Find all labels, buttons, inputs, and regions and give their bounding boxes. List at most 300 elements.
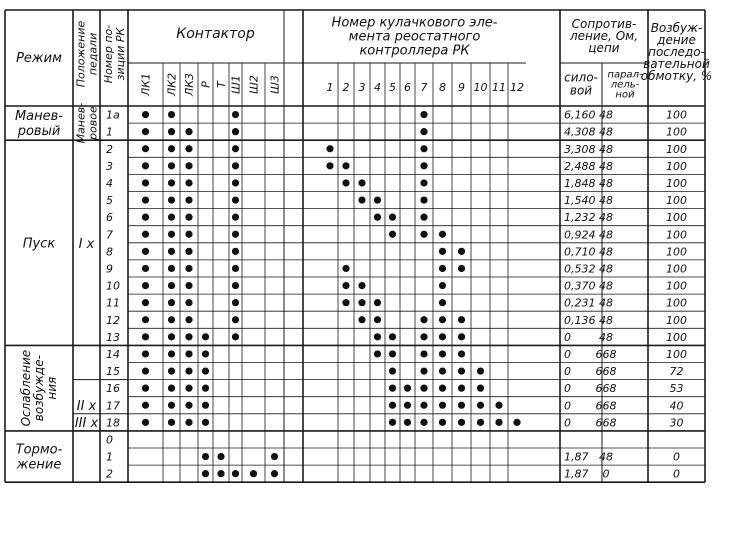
contactor-col-header (269, 75, 282, 94)
contactor-dot (185, 162, 192, 169)
excitation-value: 100 (666, 108, 687, 122)
header-excitation: обмотку, % (640, 69, 713, 84)
excitation-value: 100 (666, 194, 687, 208)
header-excitation: Возбуж- (650, 21, 703, 36)
resistance-parallel: 48 (599, 194, 613, 208)
resistance-power: 1,87 (564, 467, 589, 481)
contactor-dot (142, 299, 149, 306)
contactor-dot (142, 248, 149, 255)
rk-position: 14 (106, 347, 120, 361)
cam-dot (389, 367, 396, 374)
resistance-power: 0 (564, 330, 571, 344)
cam-dot (389, 419, 396, 426)
contactor-col-header (166, 73, 179, 97)
resistance-parallel: 48 (599, 142, 613, 156)
contactor-dot (232, 265, 239, 272)
resistance-parallel: 48 (599, 296, 613, 310)
resistance-parallel: 668 (595, 416, 617, 430)
excitation-value: 100 (666, 347, 687, 361)
contactor-dot (185, 402, 192, 409)
cam-dot (439, 265, 446, 272)
contactor-dot (168, 214, 175, 221)
contactor-dot (185, 385, 192, 392)
resistance-power: 0,370 (564, 279, 596, 293)
cam-dot (389, 350, 396, 357)
header-res-parallel: парал- (607, 69, 643, 81)
mode-label-line: ния (45, 376, 60, 400)
resistance-power: 0 (564, 382, 571, 396)
contactor-dot (168, 367, 175, 374)
excitation-value: 100 (666, 245, 687, 259)
cam-col-header: 7 (420, 81, 428, 94)
contactor-dot (202, 350, 209, 357)
cam-dot (439, 231, 446, 238)
resistance-power: 2,488 (564, 159, 596, 173)
header-resistance: цепи (588, 41, 620, 56)
contactor-col-label: ЛК2 (165, 72, 179, 97)
rk-position: 8 (106, 245, 113, 259)
rk-position: 2 (106, 142, 113, 156)
cam-dot (495, 419, 502, 426)
resistance-power: 6,160 (564, 108, 596, 122)
resistance-power: 0,231 (564, 296, 596, 310)
cam-col-header: 1 (326, 81, 334, 94)
resistance-power: 0,136 (564, 313, 596, 327)
cam-dot (439, 316, 446, 323)
cam-dot (495, 402, 502, 409)
cam-dot (439, 282, 446, 289)
cam-dot (439, 248, 446, 255)
contactor-dot (185, 350, 192, 357)
cam-dot (389, 402, 396, 409)
cam-dot (420, 385, 427, 392)
rk-position: 1а (106, 108, 120, 122)
cam-dot (420, 162, 427, 169)
cam-dot (458, 367, 465, 374)
cam-dot (477, 419, 484, 426)
header-rk-position-line: зиции РК (113, 27, 127, 81)
contactor-col-header (200, 81, 213, 88)
resistance-parallel: 48 (599, 450, 613, 464)
excitation-value: 53 (669, 382, 684, 396)
cam-dot (513, 419, 520, 426)
excitation-value: 100 (666, 296, 687, 310)
header-excitation: вательной (643, 57, 710, 72)
cam-col-header: 6 (404, 81, 411, 94)
rk-position: 5 (106, 194, 113, 208)
cam-dot (458, 419, 465, 426)
pedal-group-label-line: ровое (86, 106, 100, 140)
contactor-col-label: ЛК1 (139, 72, 153, 97)
cam-dot (439, 367, 446, 374)
contactor-dot (185, 367, 192, 374)
cam-col-header: 9 (458, 81, 465, 94)
pedal-group-label-line: Манев- (74, 102, 88, 144)
rk-position: 6 (106, 211, 113, 225)
contactor-dot (142, 265, 149, 272)
rk-position: 9 (106, 262, 113, 276)
excitation-value: 100 (666, 228, 687, 242)
rk-position: 1 (106, 450, 113, 464)
resistance-parallel: 668 (595, 347, 617, 361)
cam-col-header: 11 (492, 81, 506, 94)
excitation-value: 100 (666, 176, 687, 190)
pedal-group-label: III x (74, 415, 99, 431)
mode-label: Манев- (14, 109, 64, 125)
cam-dot (420, 333, 427, 340)
contactor-dot (168, 248, 175, 255)
cam-dot (342, 179, 349, 186)
contactor-dot (142, 231, 149, 238)
contactor-dot (185, 333, 192, 340)
resistance-power: 0,924 (564, 228, 596, 242)
contactor-col-label: Ш1 (229, 75, 243, 94)
rk-position: 7 (106, 228, 113, 242)
contactor-dot (142, 316, 149, 323)
contactor-dot (168, 179, 175, 186)
cam-dot (458, 316, 465, 323)
resistance-parallel: 48 (599, 279, 613, 293)
contactor-dot (185, 282, 192, 289)
contactor-dot (232, 128, 239, 135)
contactor-dot (142, 214, 149, 221)
header-rk-position (102, 25, 127, 83)
contactor-dot (142, 145, 149, 152)
pedal-group-label: I x (78, 236, 95, 252)
cam-dot (420, 231, 427, 238)
cam-dot (326, 162, 333, 169)
rk-position: 11 (106, 296, 120, 310)
cam-dot (439, 350, 446, 357)
contactor-dot (142, 367, 149, 374)
contactor-dot (232, 316, 239, 323)
contactor-dot (202, 453, 209, 460)
rk-position: 16 (106, 382, 120, 396)
resistance-parallel: 48 (599, 330, 613, 344)
cam-dot (404, 385, 411, 392)
header-excitation: последо- (648, 45, 705, 60)
contactor-dot (217, 453, 224, 460)
excitation-value: 100 (666, 313, 687, 327)
resistance-parallel: 0 (602, 467, 610, 481)
cam-dot (420, 196, 427, 203)
cam-dot (389, 385, 396, 392)
cam-dot (342, 162, 349, 169)
cam-dot (458, 385, 465, 392)
header-res-power: сило- (564, 70, 598, 85)
rk-position: 17 (106, 399, 120, 413)
resistance-power: 0 (564, 347, 571, 361)
contactor-dot (142, 282, 149, 289)
rk-position: 0 (106, 433, 113, 447)
contactor-dot (232, 162, 239, 169)
contactor-col-label: Р (199, 81, 213, 88)
mode-label: ровый (17, 124, 61, 140)
resistance-power: 1,87 (564, 450, 589, 464)
mode-label (19, 350, 59, 427)
resistance-power: 1,232 (564, 211, 596, 225)
contactor-dot (142, 419, 149, 426)
contactor-dot (168, 333, 175, 340)
cam-col-header: 4 (374, 81, 381, 94)
mode-label: Тормо- (15, 442, 63, 458)
contactor-dot (142, 402, 149, 409)
contactor-dot (168, 162, 175, 169)
contactor-col-label: ЛК3 (183, 72, 196, 97)
contactor-dot (185, 419, 192, 426)
contactor-dot (142, 385, 149, 392)
cam-dot (374, 299, 381, 306)
contactor-dot (232, 179, 239, 186)
header-cam-elements: контроллера РК (359, 43, 470, 59)
header-res-parallel: лель- (610, 79, 640, 91)
cam-dot (477, 367, 484, 374)
cam-dot (420, 350, 427, 357)
contactor-dot (168, 385, 175, 392)
cam-col-header: 12 (510, 81, 524, 94)
cam-dot (458, 350, 465, 357)
pedal-group-label (74, 103, 99, 144)
cam-dot (326, 145, 333, 152)
contactor-dot (185, 299, 192, 306)
cam-dot (420, 316, 427, 323)
contactor-dot (168, 316, 175, 323)
excitation-value: 100 (666, 159, 687, 173)
contactor-dot (232, 231, 239, 238)
contactor-dot (202, 333, 209, 340)
cam-dot (404, 402, 411, 409)
contactor-dot (232, 145, 239, 152)
cam-dot (439, 385, 446, 392)
cam-dot (458, 333, 465, 340)
cam-dot (342, 282, 349, 289)
cam-col-header: 5 (389, 81, 396, 94)
contactor-col-header (183, 73, 196, 97)
contactor-dot (185, 128, 192, 135)
header-res-power: вой (569, 83, 593, 98)
excitation-value: 30 (669, 416, 684, 430)
rk-position: 12 (106, 313, 120, 327)
excitation-value: 40 (669, 399, 684, 413)
cam-dot (358, 196, 365, 203)
header-mode: Режим (16, 51, 62, 66)
contactor-dot (168, 111, 175, 118)
cam-dot (420, 214, 427, 221)
cam-dot (389, 214, 396, 221)
cam-dot (439, 299, 446, 306)
rk-position: 10 (106, 279, 120, 293)
resistance-parallel: 48 (599, 211, 613, 225)
rk-position: 15 (106, 365, 120, 379)
rk-position: 1 (106, 125, 113, 139)
resistance-parallel: 48 (599, 176, 613, 190)
cam-dot (404, 419, 411, 426)
cam-dot (374, 196, 381, 203)
contactor-col-header (248, 75, 261, 94)
mode-label: жение (16, 457, 62, 473)
contactor-dot (232, 282, 239, 289)
header-rk-position-line: Номер по- (101, 24, 115, 84)
contactor-dot (185, 316, 192, 323)
cam-dot (374, 333, 381, 340)
cam-dot (342, 299, 349, 306)
header-excitation: дение (657, 33, 696, 48)
contactor-dot (168, 145, 175, 152)
resistance-power: 1,540 (564, 194, 596, 208)
contactor-col-header (215, 80, 228, 88)
contactor-dot (232, 333, 239, 340)
contactor-dot (232, 299, 239, 306)
resistance-power: 0,710 (564, 245, 596, 259)
excitation-value: 100 (666, 211, 687, 225)
resistance-parallel: 668 (595, 382, 617, 396)
excitation-value: 100 (666, 142, 687, 156)
cam-col-header: 10 (473, 81, 488, 94)
cam-dot (374, 350, 381, 357)
header-resistance: Сопротив- (571, 17, 637, 32)
cam-dot (458, 248, 465, 255)
cam-dot (477, 385, 484, 392)
contactor-dot (202, 419, 209, 426)
contactor-dot (271, 453, 278, 460)
resistance-power: 4,308 (564, 125, 596, 139)
contactor-col-header (140, 73, 153, 97)
header-contactor: Контактор (176, 26, 255, 42)
cam-dot (439, 402, 446, 409)
contactor-dot (232, 111, 239, 118)
cam-dot (342, 265, 349, 272)
resistance-parallel: 668 (595, 399, 617, 413)
header-pedal-position-line: педали (86, 32, 100, 76)
cam-dot (358, 299, 365, 306)
cam-col-header: 3 (358, 81, 366, 94)
header-pedal-position-line: Положение (74, 20, 88, 88)
excitation-value: 100 (666, 262, 687, 276)
resistance-parallel: 668 (595, 365, 617, 379)
resistance-parallel: 48 (599, 108, 613, 122)
contactor-dot (185, 179, 192, 186)
cam-dot (374, 214, 381, 221)
contactor-dot (232, 214, 239, 221)
contactor-dot (142, 350, 149, 357)
contactor-dot (185, 265, 192, 272)
resistance-parallel: 48 (599, 245, 613, 259)
contactor-dot (168, 231, 175, 238)
rk-position: 2 (106, 467, 113, 481)
resistance-power: 0 (564, 365, 571, 379)
contactor-dot (185, 145, 192, 152)
contactor-dot (271, 470, 278, 477)
header-resistance: ление, Ом, (569, 29, 639, 44)
resistance-parallel: 48 (599, 228, 613, 242)
header-pedal-position (74, 21, 99, 88)
resistance-power: 1,848 (564, 176, 596, 190)
cam-dot (358, 179, 365, 186)
rk-position: 3 (106, 159, 113, 173)
contactor-dot (168, 282, 175, 289)
cam-dot (420, 419, 427, 426)
contactor-dot (142, 111, 149, 118)
excitation-value: 0 (673, 450, 680, 464)
cam-dot (389, 231, 396, 238)
cam-dot (389, 333, 396, 340)
contactor-col-label: Ш2 (247, 75, 261, 94)
contactor-dot (142, 162, 149, 169)
contactor-dot (168, 265, 175, 272)
resistance-power: 0,532 (564, 262, 596, 276)
mode-label-line: Ослабление (19, 349, 34, 427)
contactor-dot (168, 419, 175, 426)
excitation-value: 72 (669, 365, 684, 379)
mode-label: Пуск (22, 236, 56, 252)
resistance-parallel: 48 (599, 313, 613, 327)
excitation-value: 100 (666, 125, 687, 139)
resistance-power: 0 (564, 399, 571, 413)
contactor-dot (232, 248, 239, 255)
excitation-value: 100 (666, 330, 687, 344)
cam-dot (439, 419, 446, 426)
cam-dot (358, 316, 365, 323)
excitation-value: 100 (666, 279, 687, 293)
cam-dot (420, 128, 427, 135)
contactor-dot (217, 470, 224, 477)
contactor-dot (185, 214, 192, 221)
cam-dot (477, 402, 484, 409)
contactor-dot (202, 367, 209, 374)
contactor-col-label: Т (215, 81, 228, 88)
cam-dot (439, 333, 446, 340)
cam-dot (358, 282, 365, 289)
contactor-dot (168, 402, 175, 409)
contactor-dot (142, 333, 149, 340)
contactor-dot (250, 470, 257, 477)
resistance-power: 0 (564, 416, 571, 430)
resistance-power: 3,308 (564, 142, 596, 156)
contactor-dot (168, 350, 175, 357)
contactor-dot (202, 470, 209, 477)
resistance-parallel: 48 (599, 159, 613, 173)
contactor-dot (202, 385, 209, 392)
pedal-group-label: II x (76, 398, 97, 414)
cam-dot (420, 145, 427, 152)
contactor-dot (202, 402, 209, 409)
rk-position: 4 (106, 176, 113, 190)
header-res-parallel: ной (615, 89, 635, 101)
contactor-dot (232, 196, 239, 203)
cam-col-header: 8 (439, 81, 446, 94)
cam-dot (420, 111, 427, 118)
contactor-dot (168, 196, 175, 203)
contactor-dot (142, 179, 149, 186)
resistance-parallel: 48 (599, 262, 613, 276)
cam-dot (458, 402, 465, 409)
mode-label-line: возбужде- (32, 355, 47, 422)
contactor-dot (142, 196, 149, 203)
contactor-dot (168, 299, 175, 306)
contactor-dot (185, 248, 192, 255)
contactor-dot (142, 128, 149, 135)
contactor-col-header (230, 75, 243, 94)
cam-dot (420, 367, 427, 374)
cam-col-header: 2 (342, 81, 350, 94)
excitation-value: 0 (673, 467, 680, 481)
contactor-dot (185, 231, 192, 238)
rk-position: 13 (106, 330, 120, 344)
contactor-col-label: Ш3 (268, 75, 282, 94)
rk-position: 18 (106, 416, 120, 430)
header-cam-elements: мента реостатного (348, 29, 481, 45)
resistance-parallel: 48 (599, 125, 613, 139)
